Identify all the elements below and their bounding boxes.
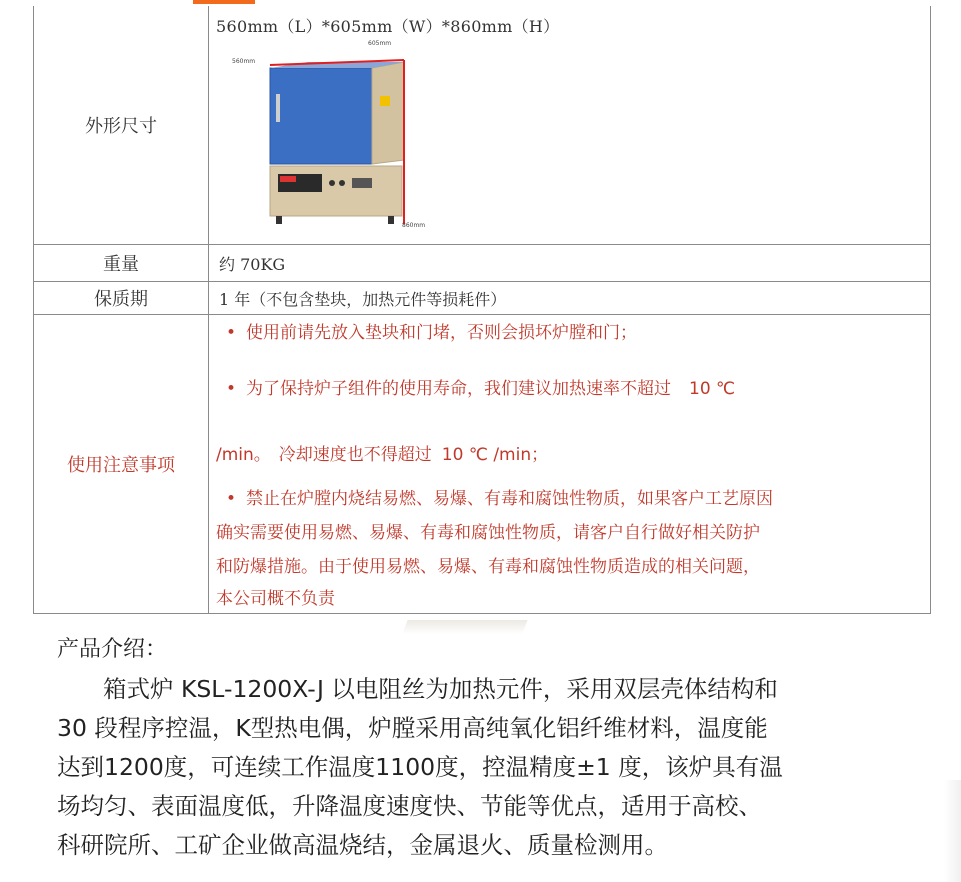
intro-line: 场均匀、表面温度低，升降温度速度快、节能等优点，适用于高校、: [57, 792, 762, 820]
table-row-warranty: [34, 282, 931, 315]
intro-line: 箱式炉 KSL-1200X-J 以电阻丝为加热元件，采用双层壳体结构和: [103, 675, 778, 703]
heating-rate-unit: /min。: [216, 445, 271, 465]
dimensions-label: 外形尺寸: [34, 6, 209, 245]
weight-label: 重量: [34, 245, 209, 282]
note-item-2-cont: /min。 冷却速度也不得超过 10 ℃ /min；: [216, 445, 549, 465]
intro-title: 产品介绍：: [57, 637, 168, 662]
table-row-dimensions: [34, 6, 931, 245]
intro-line: 科研院所、工矿企业做高温烧结，金属退火、质量检测用。: [57, 831, 668, 859]
intro-line: 30 段程序控温，K型热电偶，炉膛采用高纯氧化铝纤维材料，温度能: [57, 714, 768, 742]
note-item-3-line2: 确实需要使用易燃、易爆、有毒和腐蚀性物质，请客户自行做好相关防护: [216, 523, 760, 543]
note-item-3-line4: 本公司概不负责: [216, 589, 335, 609]
note-item-3: • 禁止在炉膛内烧结易燃、易爆、有毒和腐蚀性物质，如果客户工艺原因: [216, 484, 773, 509]
warranty-value: 1 年（不包含垫块，加热元件等损耗件）: [209, 282, 931, 315]
dimensions-value: 560mm（L）*605mm（W）*860mm（H）: [216, 17, 560, 36]
furnace-dim-height: 860mm: [402, 222, 426, 229]
bullet-icon: •: [225, 379, 237, 399]
intro-body: [57, 670, 917, 865]
note-item-3-line3: 和防爆措施。由于使用易燃、易爆、有毒和腐蚀性物质造成的相关问题，: [216, 557, 760, 577]
furnace-dim-depth: 560mm: [232, 58, 256, 65]
furnace-dim-width: 605mm: [368, 40, 392, 47]
image-edge-shadow: [402, 620, 527, 634]
warranty-label: 保质期: [34, 282, 209, 315]
furnace-image: [228, 38, 438, 238]
bullet-icon: •: [225, 323, 237, 343]
cooling-rate-value: 10 ℃ /min；: [441, 445, 549, 465]
heating-rate-value: 10 ℃: [689, 379, 736, 399]
notes-label: 使用注意事项: [34, 315, 209, 614]
table-row-weight: [34, 245, 931, 282]
note-item-1: • 使用前请先放入垫块和门堵，否则会损坏炉膛和门；: [216, 318, 637, 343]
bullet-icon: •: [225, 489, 237, 509]
intro-line: 达到1200度，可连续工作温度1100度，控温精度±1 度，该炉具有温: [57, 753, 783, 781]
weight-value: 约 70KG: [209, 245, 931, 282]
page-edge: [944, 780, 961, 882]
note-item-2: • 为了保持炉子组件的使用寿命，我们建议加热速率不超过 10 ℃: [216, 374, 735, 399]
orange-tab-marker: [193, 0, 255, 4]
